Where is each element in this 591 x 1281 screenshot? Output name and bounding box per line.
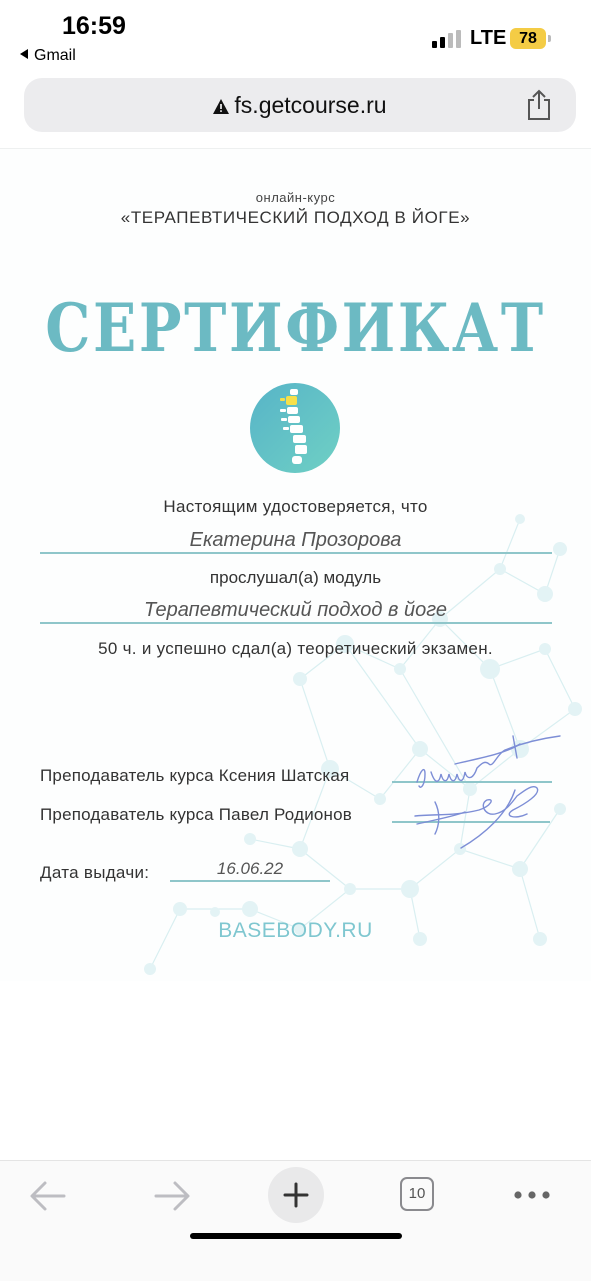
warning-icon — [213, 99, 229, 114]
plus-icon — [268, 1167, 324, 1223]
battery-cap-icon — [548, 35, 551, 42]
handwritten-signatures — [395, 724, 575, 854]
home-indicator — [190, 1233, 402, 1239]
date-underline — [170, 880, 330, 882]
issue-date-value: 16.06.22 — [216, 859, 284, 878]
new-tab-button[interactable] — [268, 1167, 324, 1223]
status-time: 16:59 — [62, 12, 126, 40]
certificate — [0, 148, 591, 981]
signal-icon — [432, 30, 462, 48]
address-bar[interactable] — [24, 78, 576, 132]
back-triangle-icon — [20, 49, 28, 59]
listened-module-text: прослушал(а) модуль — [209, 568, 382, 587]
tabs-button[interactable]: 10 — [400, 1177, 434, 1211]
url-text: fs.getcourse.ru — [234, 92, 387, 118]
teacher-1-label: Преподаватель курса Ксения Шатская — [40, 766, 350, 785]
share-icon[interactable] — [524, 89, 554, 121]
issue-date-label: Дата выдачи: — [40, 863, 150, 882]
brand-logo: BASEBODY.RU — [218, 919, 373, 942]
url-display[interactable] — [24, 78, 576, 132]
certify-text: Настоящим удостоверяется, что — [163, 497, 428, 516]
back-arrow-icon[interactable] — [28, 1178, 68, 1214]
forward-arrow-icon[interactable] — [152, 1178, 192, 1214]
teacher-2-label: Преподаватель курса Павел Родионов — [40, 805, 353, 824]
more-icon[interactable] — [512, 1185, 552, 1205]
molecule-background-decoration — [0, 149, 591, 981]
module-underline — [40, 622, 552, 624]
back-to-app-link[interactable] — [20, 47, 76, 65]
browser-toolbar — [0, 1160, 591, 1281]
back-app-label: Gmail — [34, 47, 76, 64]
spine-logo-icon — [250, 383, 340, 473]
module-name: Терапевтический подход в йоге — [143, 599, 448, 621]
network-type: LTE — [470, 27, 507, 49]
certificate-title: СЕРТИФИКАТ — [45, 289, 546, 367]
student-name: Екатерина Прозорова — [189, 529, 402, 551]
course-prefix: онлайн-курс — [255, 190, 336, 205]
course-name: «ТЕРАПЕВТИЧЕСКИЙ ПОДХОД В ЙОГЕ» — [120, 208, 471, 227]
name-underline — [40, 552, 552, 554]
battery-level: 78 — [510, 28, 546, 49]
hours-exam-text: 50 ч. и успешно сдал(а) теоретический экзамен. — [98, 639, 493, 658]
